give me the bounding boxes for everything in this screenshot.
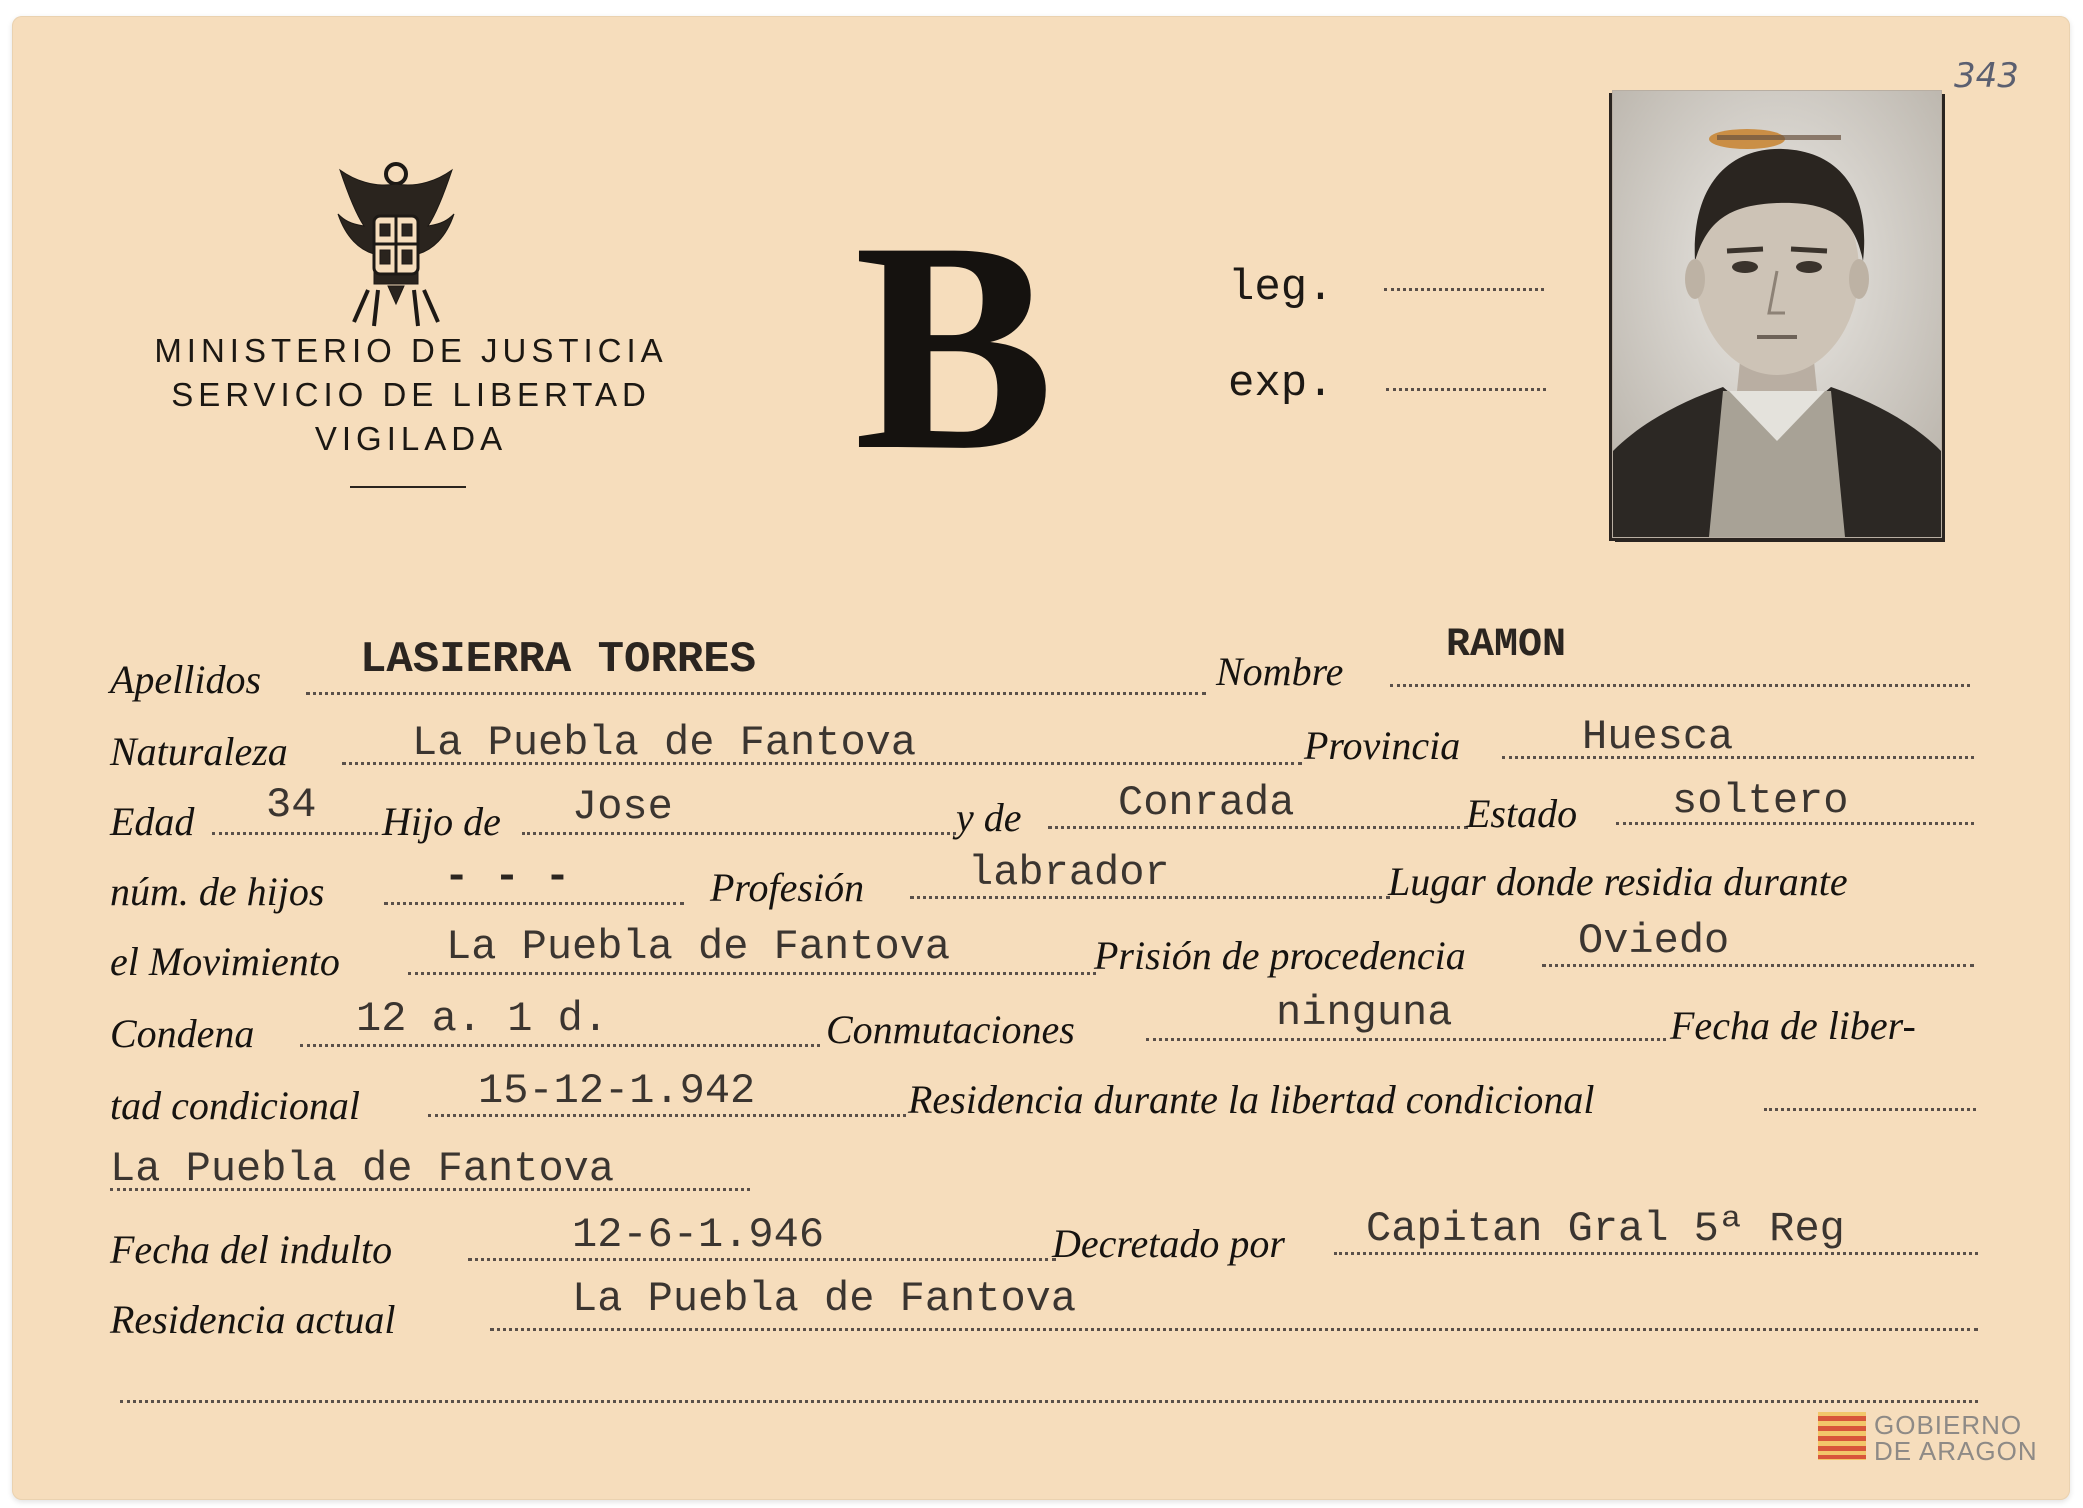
provincia-label: Provincia: [1304, 723, 1461, 768]
portrait-photo: [1612, 90, 1942, 538]
num-hijos-label: núm. de hijos: [110, 869, 325, 914]
ministry-underline: [350, 486, 466, 488]
ministry-line-3: VIGILADA: [314, 420, 508, 457]
category-letter: B: [854, 180, 1055, 512]
residencia-libertad-value: La Puebla de Fantova: [110, 1145, 615, 1193]
nombre-label: Nombre: [1216, 649, 1344, 694]
exp-line: [1386, 388, 1546, 391]
exp-label: exp.: [1228, 359, 1334, 409]
conmutaciones-line: [1146, 1038, 1666, 1041]
y-de-value: Conrada: [1118, 779, 1295, 827]
residencia-actual-label: Residencia actual: [110, 1297, 396, 1342]
decretado-label: Decretado por: [1052, 1221, 1285, 1266]
fecha-libertad-value: 15-12-1.942: [478, 1067, 756, 1115]
profesion-value: labrador: [968, 849, 1170, 897]
naturaleza-label: Naturaleza: [110, 729, 288, 774]
residencia-actual-value: La Puebla de Fantova: [572, 1275, 1077, 1323]
condena-label: Condena: [110, 1011, 255, 1056]
edad-line: [212, 832, 378, 835]
apellidos-label: Apellidos: [110, 657, 262, 702]
condena-value: 12 a. 1 d.: [356, 995, 609, 1043]
nombre-line: [1390, 684, 1970, 687]
hijo-de-line: [522, 832, 956, 835]
estado-value: soltero: [1672, 777, 1849, 825]
apellidos-line: [306, 692, 1206, 695]
gobierno-de-aragon-flag-icon: [1818, 1412, 1866, 1460]
edad-value: 34: [266, 781, 317, 829]
decretado-value: Capitan Gral 5ª Reg: [1366, 1205, 1845, 1253]
residencia-libertad-label: Residencia durante la libertad condicional: [908, 1077, 1595, 1122]
sheet-number: 343: [1954, 56, 2019, 96]
movimiento-label: el Movimiento: [110, 939, 340, 984]
hijo-de-value: Jose: [572, 783, 673, 831]
prision-label: Prisión de procedencia: [1094, 933, 1466, 978]
fecha-indulto-label: Fecha del indulto: [110, 1227, 393, 1272]
record-card: [12, 16, 2070, 1500]
provincia-line: [1502, 756, 1974, 759]
edad-label: Edad: [110, 799, 195, 844]
fecha-indulto-value: 12-6-1.946: [572, 1211, 825, 1259]
fecha-libertad-label-2: tad condicional: [110, 1083, 360, 1128]
extra-line: [120, 1400, 1978, 1403]
ministry-line-1: MINISTERIO DE JUSTICIA: [154, 332, 668, 369]
eagle-coat-of-arms-icon: [334, 154, 458, 330]
estado-label: Estado: [1466, 791, 1578, 836]
naturaleza-value: La Puebla de Fantova: [412, 719, 917, 767]
logo-line-1: GOBIERNO: [1874, 1410, 2023, 1440]
num-hijos-value: - - -: [444, 853, 571, 901]
residencia-libertad-line-1: [1764, 1108, 1976, 1111]
lugar-label: Lugar donde residia durante: [1388, 859, 1848, 904]
fecha-libertad-label-1: Fecha de liber-: [1670, 1003, 1916, 1048]
leg-label: leg.: [1228, 263, 1334, 313]
leg-line: [1384, 288, 1544, 291]
logo-line-2: DE ARAGON: [1874, 1436, 2038, 1466]
prision-value: Oviedo: [1578, 917, 1730, 965]
provincia-value: Huesca: [1582, 713, 1734, 761]
apellidos-value: LASIERRA TORRES: [360, 635, 757, 685]
nombre-value: RAMON: [1446, 623, 1567, 668]
num-hijos-line: [384, 902, 684, 905]
profesion-label: Profesión: [710, 865, 865, 910]
residencia-actual-line: [490, 1328, 1978, 1331]
condena-line: [300, 1044, 820, 1047]
y-de-label: y de: [956, 795, 1022, 840]
conmutaciones-value: ninguna: [1276, 989, 1453, 1037]
movimiento-line: [408, 972, 1096, 975]
hijo-de-label: Hijo de: [382, 799, 501, 844]
movimiento-value: La Puebla de Fantova: [446, 923, 951, 971]
ministry-line-2: SERVICIO DE LIBERTAD: [171, 376, 651, 413]
conmutaciones-label: Conmutaciones: [826, 1007, 1075, 1052]
